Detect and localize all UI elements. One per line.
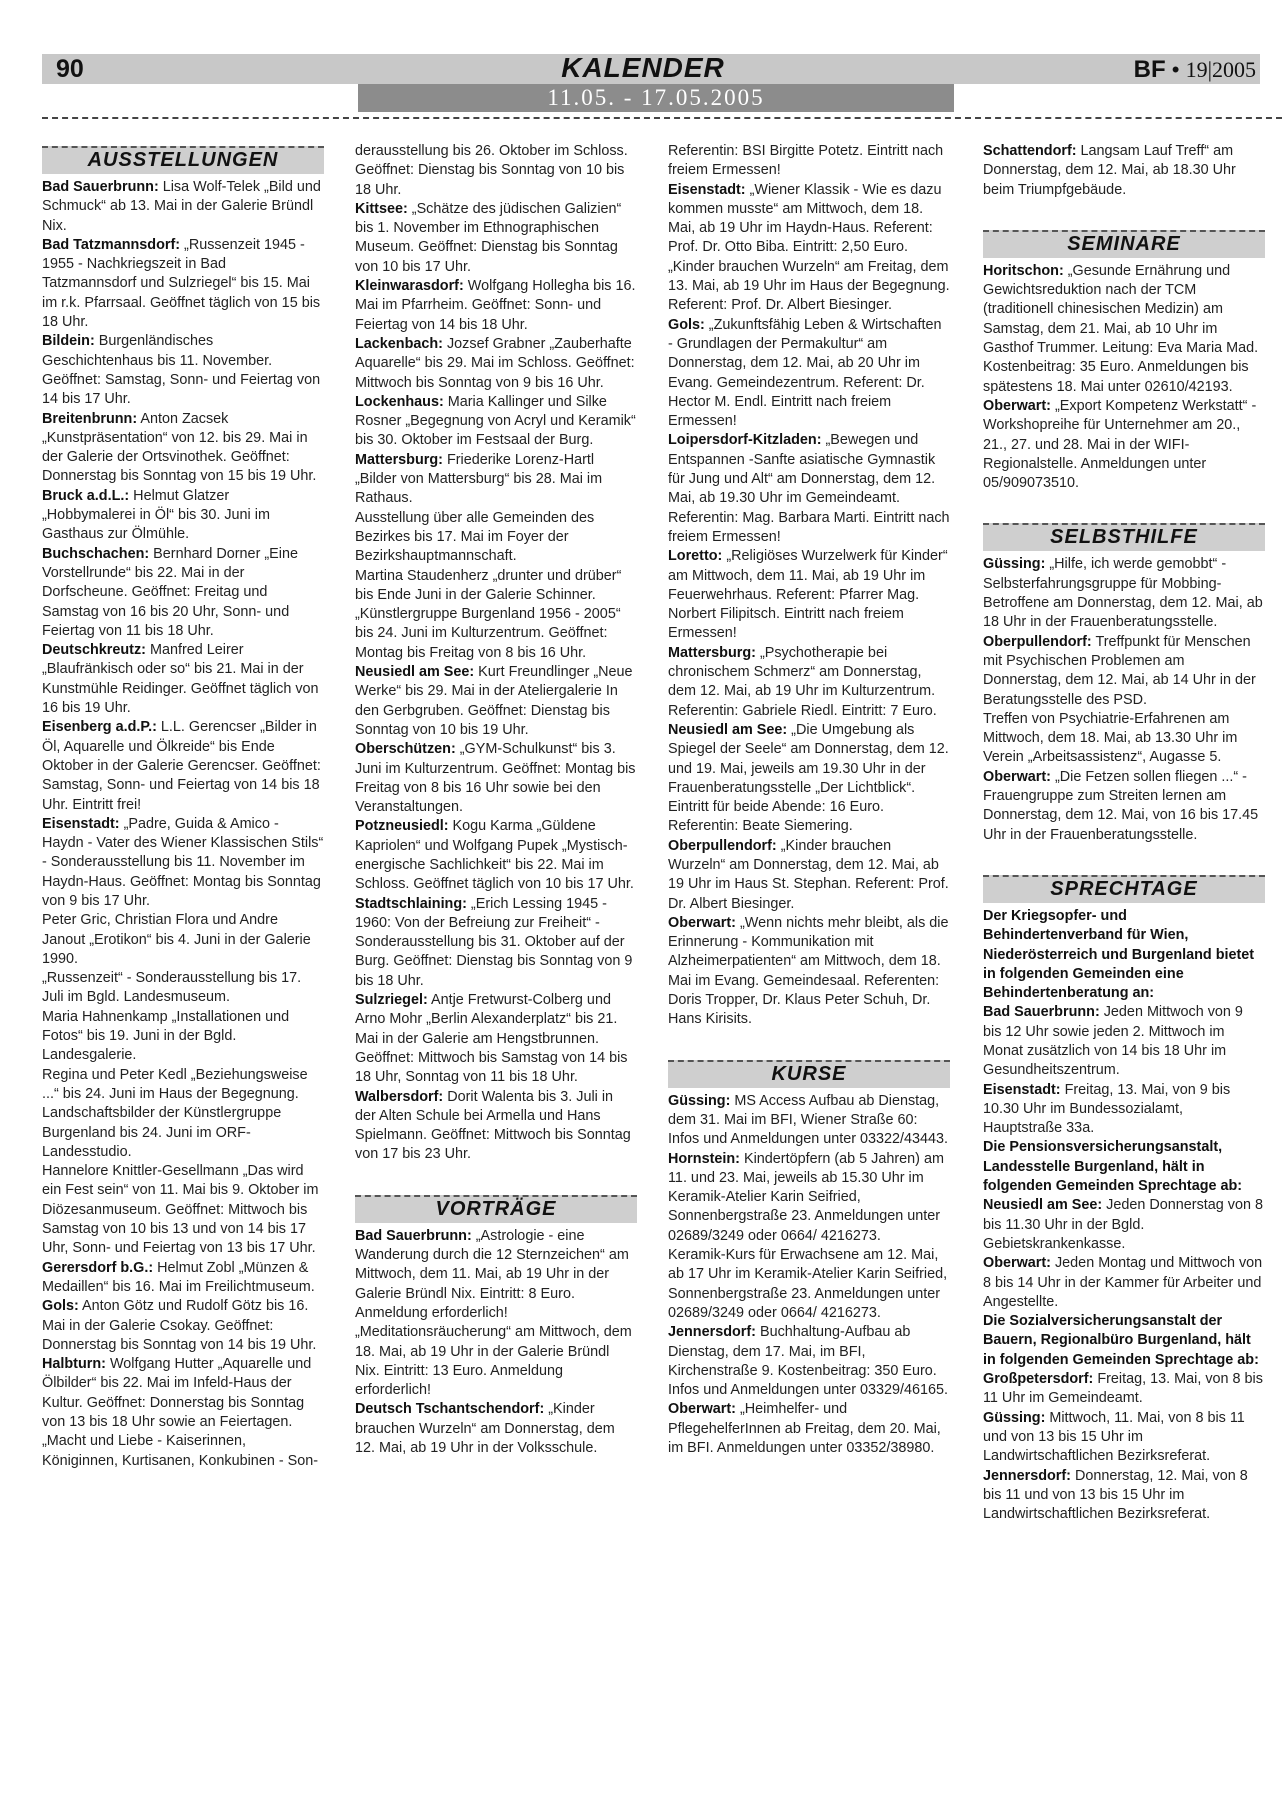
date-range: 11.05. - 17.05.2005: [547, 85, 765, 110]
listing-text: Jeden Montag und Mittwoch von 8 bis 14 Uhr in der Kammer für Arbeiter und Angestellte.: [983, 1255, 1263, 1310]
listing-entry: [983, 907, 1265, 1003]
listing-place: Oberwart:: [983, 397, 1051, 414]
listing-text: Burgenländisches Geschichtenhaus bis 11. November. Geöffnet: Samstag, Sonn- und Feiertag von 14 bis 17 Uhr.: [42, 333, 321, 408]
listing-text: Manfred Leirer „Blaufränkisch oder so“ bis 21. Mai in der Kunstmühle Reidinger. Geöffnet täglich von 16 bis 19 Uhr.: [42, 642, 319, 717]
heading-selbsthilfe: [983, 523, 1265, 551]
listing-entry: [983, 1467, 1265, 1525]
heading-label: SELBSTHILFE: [1050, 526, 1198, 549]
listing-entry: [355, 991, 637, 1087]
listing-entry: [355, 200, 637, 277]
listing-entry: [668, 644, 950, 721]
heading-label: SEMINARE: [1067, 232, 1181, 255]
listing-text: Freitag, 13. Mai, von 8 bis 11 Uhr im Gemeindeamt.: [983, 1371, 1263, 1407]
listing-place: Deutsch Tschantschendorf:: [355, 1401, 545, 1418]
spacer: [355, 1165, 637, 1191]
separator-dot: •: [1171, 57, 1180, 82]
listing-text: Martina Staudenherz „drunter und drüber“ bis Ende Juni in der Galerie Schinner.: [355, 567, 622, 603]
listing-text: „Macht und Liebe - Kaiserinnen, Königinnen, Kurtisanen, Konkubinen - Son-: [42, 1433, 319, 1469]
listing-text: „Padre, Guida & Amico - Haydn - Vater des Wiener Klassischen Stils“ - Sonderausstellung bis 11. November im Haydn-Haus. Geöffnet: Montag bis Sonntag von 9 bis 17 Uhr.: [42, 815, 324, 909]
listing-text: „Bewegen und Entspannen -Sanfte asiatische Gymnastik für Jung und Alt“ am Donnerstag, dem 12. Mai, ab 19.30 Uhr im Gemeindeamt. Referentin: Mag. Barbara Marti. Eintritt nach freiem Ermessen!: [668, 432, 950, 545]
listing-entry: [355, 1400, 637, 1458]
listing-place: Oberpullendorf:: [668, 837, 777, 854]
listing-entry: [668, 721, 950, 837]
listing-place: Bad Sauerbrunn:: [983, 1004, 1100, 1021]
listing-place: Güssing:: [668, 1092, 731, 1109]
listing-text: Anton Götz und Rudolf Götz bis 16. Mai in der Galerie Csokay. Geöffnet: Donnerstag bis Sonntag von 14 bis 19 Uhr.: [42, 1298, 317, 1353]
listing-place: Eisenstadt:: [668, 181, 746, 198]
listing-place: Lackenbach:: [355, 335, 443, 352]
listing-entry: [668, 914, 950, 1030]
listing-text: „Die Fetzen sollen fliegen ...“ - Frauengruppe zum Streiten lernen am Donnerstag, dem 12. Mai, von 16 bis 17.45 Uhr in der Frauenberatungsstelle.: [983, 768, 1259, 843]
listing-entry: [983, 1138, 1265, 1196]
listing-entry: [983, 633, 1265, 710]
listing-entry: [668, 1323, 950, 1400]
listing-place: Mattersburg:: [668, 644, 756, 661]
listing-text: Jeden Donnerstag von 8 bis 11.30 Uhr in der Bgld. Gebietskrankenkasse.: [983, 1197, 1263, 1252]
listing-text: Friederike Lorenz-Hartl „Bilder von Mattersburg“ bis 28. Mai im Rathaus.: [355, 451, 603, 507]
listing-place: Neusiedl am See:: [983, 1197, 1103, 1214]
listing-entry: [668, 1400, 950, 1458]
listing-list: [983, 907, 1265, 1525]
column-2: [355, 142, 637, 1458]
listing-text: Kurt Freundlinger „Neue Werke“ bis 29. Mai in der Ateliergalerie In den Gerbgruben. Geöffnet: Dienstag bis Sonntag von 10 bis 19 Uhr.: [355, 664, 633, 738]
listing-entry: [983, 1409, 1265, 1467]
listing-entry: [355, 335, 637, 393]
magazine-name: BF: [1133, 56, 1166, 83]
listing-text: „Meditationsräucherung“ am Mittwoch, dem 18. Mai, ab 19 Uhr in der Galerie Bründl Nix. Eintritt: 13 Euro. Anmeldung erforderlich!: [355, 1324, 632, 1399]
listing-entry: [355, 567, 637, 606]
listing-place: Lockenhaus:: [355, 393, 444, 410]
listing-entry: [668, 1092, 950, 1150]
listing-entry: [42, 1066, 324, 1105]
listing-place: Eisenstadt:: [983, 1081, 1061, 1098]
listing-entry: [42, 332, 324, 409]
listing-entry: [355, 393, 637, 451]
spacer: [668, 1030, 950, 1056]
listing-entry: [42, 641, 324, 718]
listing-text: Kogu Karma „Güldene Kapriolen“ und Wolfgang Pupek „Mystisch-energische Sachlichkeit“ bis 22. Mai im Schloss. Geöffnet täglich von 10 bis 17 Uhr.: [355, 818, 634, 893]
listing-text: Jozsef Grabner „Zauberhafte Aquarelle“ bis 29. Mai im Schloss. Geöffnet: Mittwoch bis Sonntag von 9 bis 16 Uhr.: [355, 335, 635, 391]
listing-place: Kittsee:: [355, 200, 408, 217]
heading-sprechtage: [983, 875, 1265, 903]
listing-place: Bruck a.d.L.:: [42, 487, 130, 504]
listing-text: Langsam Lauf Treff“ am Donnerstag, dem 12. Mai, ab 18.30 Uhr beim Triumpfgebäude.: [983, 143, 1236, 198]
listing-text: Maria Kallinger und Silke Rosner „Begegnung von Acryl und Keramik“ bis 30. Oktober im Festsaal der Burg.: [355, 393, 636, 449]
listing-entry: [42, 487, 324, 545]
listing-entry: [668, 181, 950, 258]
listing-place: Oberwart:: [668, 914, 736, 931]
column-3: [668, 142, 950, 1458]
listing-text: Mittwoch, 11. Mai, von 8 bis 11 und von 13 bis 15 Uhr im Landwirtschaftlichen Bezirksreferat.: [983, 1409, 1245, 1465]
listing-entry: [42, 911, 324, 969]
listing-text: Treffen von Psychiatrie-Erfahrenen am Mittwoch, dem 18. Mai, ab 13.30 Uhr im Verein „Arbeitsassistenz“, Augasse 5.: [983, 710, 1238, 766]
header-rule: [42, 117, 1282, 119]
listing-place: Hornstein:: [668, 1150, 740, 1167]
listing-entry: [983, 1003, 1265, 1080]
listing-text: „Wiener Klassik - Wie es dazu kommen musste“ am Mittwoch, dem 18. Mai, ab 19 Uhr im Haydn-Haus. Referent: Prof. Dr. Otto Biba. Eintritt: 2,50 Euro.: [668, 181, 942, 256]
listing-place: Neusiedl am See:: [355, 664, 475, 681]
listing-place: Eisenstadt:: [42, 815, 120, 832]
heading-label: AUSSTELLUNGEN: [87, 149, 279, 171]
listing-place: Halbturn:: [42, 1356, 106, 1373]
listing-list: [668, 142, 950, 1030]
listing-text: „GYM-Schulkunst“ bis 3. Juni im Kulturzentrum. Geöffnet: Montag bis Freitag von 8 bis 16 Uhr sowie bei den Veranstaltungen.: [355, 741, 636, 816]
listing-place: Bad Sauerbrunn:: [355, 1227, 472, 1244]
listing-entry: [355, 1088, 637, 1165]
listing-list: [983, 142, 1265, 200]
listing-text: „Kinder brauchen Wurzeln“ am Donnerstag, dem 12. Mai, ab 19 Uhr im Haus St. Stephan. Referent: Prof. Dr. Albert Biesinger.: [668, 837, 949, 912]
listing-text: „Export Kompetenz Werkstatt“ - Workshopreihe für Unternehmer am 20., 21., 27. und 28. Mai in der WIFI-Regionalstelle. Anmeldungen unter 05/909073510.: [983, 397, 1257, 492]
listing-text: „Psychotherapie bei chronischem Schmerz“ am Donnerstag, dem 12. Mai, ab 19 Uhr im Kulturzentrum. Referentin: Gabriele Riedl. Eintritt: 7 Euro.: [668, 644, 937, 719]
listing-text: „Russenzeit 1945 - 1955 - Nachkriegszeit in Bad Tatzmannsdorf und Sulzriegel“ bis 15. Mai im r.k. Pfarrsaal. Geöffnet täglich von 15 bis 18 Uhr.: [42, 236, 321, 331]
listing-text: Regina und Peter Kedl „Beziehungsweise ...“ bis 24. Juni im Haus der Begegnung.: [42, 1066, 308, 1102]
listing-text: „Künstlergruppe Burgenland 1956 - 2005“ bis 24. Juni im Kulturzentrum. Geöffnet: Montag bis Freitag von 8 bis 16 Uhr.: [355, 606, 621, 661]
listing-place: Neusiedl am See:: [668, 721, 788, 738]
listing-entry: [355, 277, 637, 335]
listing-text: „Religiöses Wurzelwerk für Kinder“ am Mittwoch, dem 11. Mai, ab 19 Uhr im Feuerwehrhaus. Referent: Pfarrer Mag. Norbert Filipitsch. Eintritt nach freiem Ermessen!: [668, 548, 948, 642]
listing-text: Donnerstag, 12. Mai, von 8 bis 11 und von 13 bis 15 Uhr im Landwirtschaftlichen Bezirksreferat.: [983, 1467, 1248, 1523]
listing-entry: [983, 262, 1265, 397]
listing-text: derausstellung bis 26. Oktober im Schloss. Geöffnet: Dienstag bis Sonntag von 10 bis 18 Uhr.: [355, 143, 628, 198]
listing-entry: [42, 815, 324, 911]
listing-entry: [355, 740, 637, 817]
listing-place: Bad Sauerbrunn:: [42, 179, 159, 195]
listing-text: Jeden Mittwoch von 9 bis 12 Uhr sowie jeden 2. Mittwoch im Monat zusätzlich von 14 bis 18 Uhr im Gesundheitszentrum.: [983, 1004, 1243, 1079]
listing-entry: [42, 236, 324, 332]
listing-place: Schattendorf:: [983, 143, 1077, 159]
listing-list: [983, 262, 1265, 494]
listing-place: Horitschon:: [983, 262, 1064, 279]
listing-entry: [668, 1246, 950, 1323]
column-4: [983, 142, 1265, 1524]
listing-entry: [668, 258, 950, 316]
listing-place: Loipersdorf-Kitzladen:: [668, 432, 822, 449]
listing-entry: [355, 451, 637, 509]
listing-place: Güssing:: [983, 1409, 1046, 1426]
listing-text: „Gesunde Ernährung und Gewichtsreduktion nach der TCM (traditionell chinesischen Medizin) am Samstag, dem 21. Mai, ab 10 Uhr im Gasthof Trummer. Leitung: Eva Maria Mad. Kostenbeitrag: 35 Euro. Anmeldungen bis spätestens 18. Mai unter 02610/42193.: [983, 262, 1259, 395]
heading-seminare: [983, 230, 1265, 258]
listing-place: Oberwart:: [983, 768, 1051, 785]
listing-text: Hannelore Knittler-Gesellmann „Das wird ein Fest sein“ von 11. Mai bis 9. Oktober im Diözesanmuseum. Geöffnet: Mittwoch bis Samstag von 10 bis 13 und von 14 bis 17 Uhr, Sonn- und Feiertag von 13 bis 17 Uhr.: [42, 1163, 319, 1257]
listing-text: Buchhaltung-Aufbau ab Dienstag, dem 17. Mai, im BFI, Kirchenstraße 9. Kostenbeitrag: 350 Euro. Infos und Anmeldungen unter 03329/46165.: [668, 1324, 949, 1399]
listing-entry: [42, 1162, 324, 1258]
listing-entry: [668, 142, 950, 181]
listing-text: Treffpunkt für Menschen mit Psychischen Problemen am Donnerstag, dem 12. Mai, ab 14 Uhr in der Beratungsstelle des PSD.: [983, 633, 1256, 708]
listing-entry: [983, 1370, 1265, 1409]
listing-text: Freitag, 13. Mai, von 9 bis 10.30 Uhr im Bundessozialamt, Hauptstraße 33a.: [983, 1081, 1231, 1137]
listing-list: [668, 1092, 950, 1459]
listing-text: „Hilfe, ich werde gemobbt“ - Selbsterfahrungsgruppe für Mobbing-Betroffene am Donnerstag, dem 12. Mai, ab 18 Uhr in der Frauenberatungsstelle.: [983, 556, 1263, 631]
listing-text: Anton Zacsek „Kunstpräsentation“ von 12. bis 29. Mai in der Galerie der Ortsvinothek. Geöffnet: Donnerstag bis Sonntag von 15 bis 19 Uhr.: [42, 410, 317, 485]
listing-place: Oberpullendorf:: [983, 633, 1092, 650]
listing-entry: [42, 178, 324, 236]
spacer: [983, 493, 1265, 519]
heading-label: SPRECHTAGE: [1050, 877, 1198, 900]
magazine-issue: [1134, 56, 1256, 84]
heading-vortraege: [355, 1195, 637, 1223]
listing-text: Kindertöpfern (ab 5 Jahren) am 11. und 23. Mai, jeweils ab 15.30 Uhr im Keramik-Atelier Karin Seifried, Sonnenbergstraße 23. Anmeldungen unter 02689/3249 oder 0664/ 4216273.: [668, 1150, 944, 1244]
listing-entry: [983, 1081, 1265, 1139]
listing-entry: [983, 1254, 1265, 1312]
column-1: [42, 142, 324, 1471]
listing-text: Keramik-Kurs für Erwachsene am 12. Mai, ab 17 Uhr im Keramik-Atelier Karin Seifried, Sonnenbergstraße 23. Anmeldungen unter 02689/3249 oder 0664/ 4216273.: [668, 1247, 948, 1321]
listing-place: Kleinwarasdorf:: [355, 278, 464, 295]
listing-entry: [355, 817, 637, 894]
listing-entry: [668, 1150, 950, 1246]
heading-ausstellungen: [42, 146, 324, 174]
listing-entry: [983, 397, 1265, 493]
listing-text: „Heimhelfer- und PflegehelferInnen ab Freitag, dem 20. Mai, im BFI. Anmeldungen unter 03352/38980.: [668, 1401, 941, 1456]
listing-text: „Russenzeit“ - Sonderausstellung bis 17. Juli im Bgld. Landesmuseum.: [42, 970, 302, 1006]
listing-place: Potzneusiedl:: [355, 818, 449, 835]
listing-list: [42, 178, 324, 1471]
listing-entry: [983, 1312, 1265, 1370]
listing-place: Oberwart:: [983, 1255, 1051, 1272]
listing-entry: [668, 316, 950, 432]
listing-entry: [42, 718, 324, 814]
listing-entry: [42, 969, 324, 1008]
section-title: KALENDER: [561, 52, 725, 83]
listing-entry: [668, 431, 950, 547]
heading-kurse: [668, 1060, 950, 1088]
listing-place: Loretto:: [668, 548, 723, 565]
listing-place: Gols:: [668, 316, 705, 333]
listing-entry: [42, 410, 324, 487]
listing-entry: [355, 895, 637, 991]
listing-text: Helmut Glatzer „Hobbymalerei in Öl“ bis 30. Juni im Gasthaus zur Ölmühle.: [42, 487, 270, 543]
listing-entry: [42, 1355, 324, 1432]
listing-text: L.L. Gerencser „Bilder in Öl, Aquarelle und Ölkreide“ bis Ende Oktober in der Galerie Gerencser. Geöffnet: Samstag, Sonn- und Feiertag von 14 bis 18 Uhr. Eintritt frei!: [42, 719, 321, 813]
listing-list: [355, 1227, 637, 1459]
listing-text: „Zukunftsfähig Leben & Wirtschaften - Grundlagen der Permakultur“ am Donnerstag, dem 12. Mai, ab 20 Uhr im Evang. Gemeindezentrum. Referent: Dr. Hector M. Endl. Eintritt nach freiem Ermessen!: [668, 316, 942, 430]
listing-place: Oberwart:: [668, 1401, 736, 1418]
listing-place: Jennersdorf:: [668, 1324, 756, 1341]
listing-text: „Kinder brauchen Wurzeln“ am Freitag, dem 13. Mai, ab 19 Uhr im Haus der Begegnung. Referent: Prof. Dr. Albert Biesinger.: [668, 258, 950, 314]
listing-place: Mattersburg:: [355, 451, 443, 468]
listing-list: [355, 142, 637, 1165]
heading-label: KURSE: [771, 1062, 847, 1085]
listing-text: „Schätze des jüdischen Galizien“ bis 1. November im Ethnographischen Museum. Geöffnet: Dienstag bis Sonntag von 10 bis 17 Uhr.: [355, 200, 622, 275]
heading-label: VORTRÄGE: [435, 1197, 557, 1220]
listing-list: [983, 555, 1265, 844]
listing-entry: [355, 142, 637, 200]
listing-text: Bernhard Dorner „Eine Vorstellrunde“ bis 22. Mai in der Dorfscheune. Geöffnet: Freitag und Samstag von 16 bis 20 Uhr, Sonn- und Feiertag von 11 bis 18 Uhr.: [42, 545, 298, 639]
listing-entry: [983, 768, 1265, 845]
page-number: 90: [56, 55, 84, 83]
listing-text: Maria Hahnenkamp „Installationen und Fotos“ bis 19. Juni in der Bgld. Landesgalerie.: [42, 1008, 290, 1064]
listing-entry: [983, 555, 1265, 632]
listing-entry: [983, 1196, 1265, 1254]
listing-place: Buchschachen:: [42, 545, 150, 562]
listing-entry: [42, 1297, 324, 1355]
listing-place: Eisenberg a.d.P.:: [42, 719, 157, 736]
listing-place: Sulzriegel:: [355, 992, 428, 1009]
listing-place: Bad Tatzmannsdorf:: [42, 236, 181, 253]
listing-text: Dorit Walenta bis 3. Juli in der Alten Schule bei Armella und Hans Spielmann. Geöffnet: Mittwoch bis Sonntag von 17 bis 23 Uhr.: [355, 1088, 631, 1163]
listing-place: Die Pensionsversicherungsanstalt, Landesstelle Burgenland, hält in folgenden Gemeinden Sprechtage ab:: [983, 1139, 1243, 1195]
listing-place: Gerersdorf b.G.:: [42, 1259, 154, 1276]
listing-place: Walbersdorf:: [355, 1088, 444, 1105]
spacer: [983, 845, 1265, 871]
listing-text: Wolfgang Hutter „Aquarelle und Ölbilder“ bis 22. Mai im Infeld-Haus der Kultur. Geöffnet: Donnerstag bis Sonntag von 13 bis 18 Uhr sowie an Feiertagen.: [42, 1356, 312, 1430]
listing-entry: [42, 545, 324, 641]
listing-place: Die Sozialversicherungsanstalt der Bauern, Regionalbüro Burgenland, hält in folgenden Gemeinden Sprechtage ab:: [983, 1313, 1259, 1368]
listing-text: „Kinder brauchen Wurzeln“ am Donnerstag, dem 12. Mai, ab 19 Uhr in der Volksschule.: [355, 1401, 615, 1456]
spacer: [983, 200, 1265, 226]
listing-entry: [355, 1323, 637, 1400]
listing-text: MS Access Aufbau ab Dienstag, dem 31. Mai im BFI, Wiener Straße 60: Infos und Anmeldungen unter 03322/43443.: [668, 1092, 949, 1148]
listing-place: Gols:: [42, 1298, 79, 1315]
listing-place: Bildein:: [42, 333, 95, 350]
listing-place: Deutschkreutz:: [42, 642, 146, 659]
listing-entry: [355, 509, 637, 567]
listing-entry: [668, 837, 950, 914]
listing-text: „Erich Lessing 1945 - 1960: Von der Befreiung zur Freiheit“ - Sonderausstellung bis 31. Oktober auf der Burg. Geöffnet: Dienstag bis Sonntag von 9 bis 18 Uhr.: [355, 895, 633, 989]
listing-place: Großpetersdorf:: [983, 1371, 1094, 1388]
listing-text: „Die Umgebung als Spiegel der Seele“ am Donnerstag, dem 12. und 19. Mai, jeweils am 19.30 Uhr in der Frauenberatungsstelle „Der Lichtblick“. Eintritt für beide Abende: 16 Euro. Referentin: Beate Siemering.: [668, 721, 949, 835]
listing-text: Referentin: BSI Birgitte Potetz. Eintritt nach freiem Ermessen!: [668, 143, 944, 179]
listing-entry: [983, 142, 1265, 200]
listing-text: Antje Fretwurst-Colberg und Arno Mohr „Berlin Alexanderplatz“ bis 21. Mai in der Galerie am Hengstbrunnen. Geöffnet: Mittwoch bis Samstag von 14 bis 18 Uhr, Sonntag von 11 bis 18 Uhr.: [355, 992, 628, 1086]
listing-place: Jennersdorf:: [983, 1467, 1071, 1484]
listing-text: „Wenn nichts mehr bleibt, als die Erinnerung - Kommunikation mit Alzheimerpatienten“ am Mittwoch, dem 18. Mai im Evang. Gemeindesaal. Referenten: Doris Tropper, Dr. Klaus Peter Schuh, Dr. Hans Kirisits.: [668, 914, 949, 1028]
listing-place: Breitenbrunn:: [42, 410, 138, 427]
listing-text: Landschaftsbilder der Künstlergruppe Burgenland bis 24. Juni im ORF-Landesstudio.: [42, 1105, 282, 1160]
listing-entry: [42, 1432, 324, 1471]
listing-text: Lisa Wolf-Telek „Bild und Schmuck“ ab 13. Mai in der Galerie Bründl Nix.: [42, 179, 321, 234]
listing-text: Peter Gric, Christian Flora und Andre Janout „Erotikon“ bis 4. Juni in der Galerie 1990.: [42, 912, 311, 967]
listing-entry: [42, 1008, 324, 1066]
listing-entry: [355, 663, 637, 740]
listing-place: Der Kriegsopfer- und Behindertenverband für Wien, Niederösterreich und Burgenland bietet in folgenden Gemeinden eine Behindertenberatung an:: [983, 907, 1255, 1002]
listing-text: „Astrologie - eine Wanderung durch die 12 Sternzeichen“ am Mittwoch, dem 11. Mai, ab 19 Uhr in der Galerie Bründl Nix. Eintritt: 8 Euro. Anmeldung erforderlich!: [355, 1227, 629, 1321]
listing-entry: [355, 1227, 637, 1323]
issue-number: 19|2005: [1185, 57, 1256, 82]
listing-text: Helmut Zobl „Münzen & Medaillen“ bis 16. Mai im Freilichtmuseum.: [42, 1259, 315, 1295]
listing-text: Ausstellung über alle Gemeinden des Bezirkes bis 17. Mai im Foyer der Bezirkshauptmannschaft.: [355, 509, 595, 565]
listing-entry: [42, 1104, 324, 1162]
listing-entry: [668, 547, 950, 643]
listing-entry: [983, 710, 1265, 768]
listing-entry: [42, 1259, 324, 1298]
listing-entry: [355, 605, 637, 663]
listing-place: Oberschützen:: [355, 741, 456, 758]
listing-text: Wolfgang Hollegha bis 16. Mai im Pfarrheim. Geöffnet: Sonn- und Feiertag von 14 bis 18 Uhr.: [355, 278, 636, 333]
listing-place: Stadtschlaining:: [355, 895, 467, 912]
listing-place: Güssing:: [983, 556, 1046, 573]
